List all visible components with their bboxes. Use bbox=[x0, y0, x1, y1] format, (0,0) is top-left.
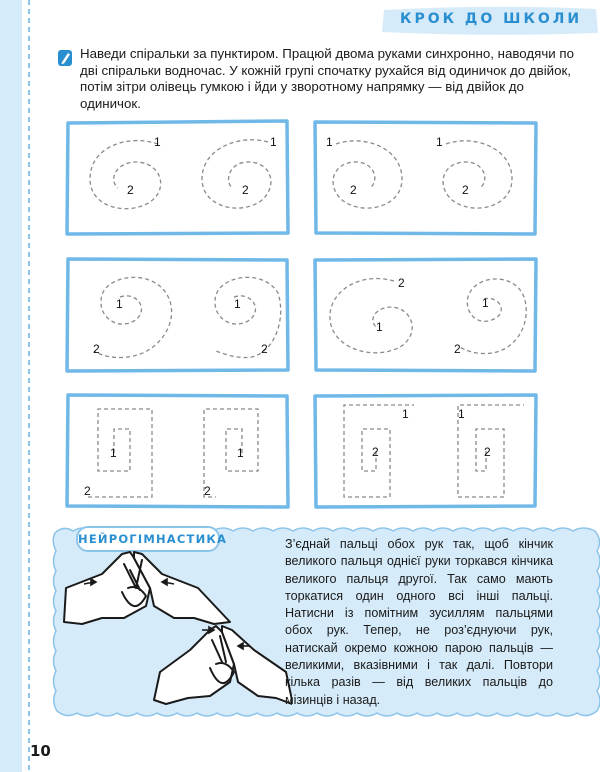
end-label: 2 bbox=[93, 342, 100, 356]
page-edge-decoration bbox=[0, 0, 38, 772]
dashed-spiral[interactable] bbox=[202, 140, 271, 208]
end-label: 2 bbox=[204, 484, 211, 498]
end-label: 2 bbox=[261, 342, 268, 356]
dashed-square-spiral[interactable] bbox=[458, 405, 524, 497]
hands-fingertips-icon bbox=[62, 548, 292, 718]
end-label: 2 bbox=[127, 183, 134, 197]
panel-frame bbox=[314, 393, 537, 508]
panel-frame bbox=[66, 120, 289, 235]
exercise-panel-spirals-b bbox=[314, 120, 537, 235]
dashed-spiral[interactable] bbox=[215, 277, 281, 357]
end-label: 2 bbox=[242, 183, 249, 197]
start-label: 1 bbox=[270, 135, 277, 149]
dashed-square-spiral[interactable] bbox=[204, 409, 258, 497]
exercise-panel-squares-a bbox=[66, 393, 289, 508]
panel-frame bbox=[314, 120, 537, 235]
end-label: 2 bbox=[484, 445, 491, 459]
dashed-spiral[interactable] bbox=[460, 279, 526, 354]
header-title: КРОК ДО ШКОЛИ bbox=[400, 11, 583, 27]
exercise-panel-spirals-a bbox=[66, 120, 289, 235]
panel-frame bbox=[314, 257, 537, 372]
end-label: 2 bbox=[350, 183, 357, 197]
dashed-spiral[interactable] bbox=[90, 141, 161, 209]
start-label: 1 bbox=[234, 297, 241, 311]
instruction-text: Наведи спіральки за пунктиром. Працюй двома руками синхронно, наводячи по дві спіральки водночас. У кожній групі спочатку рухайся від одиничок до двійок, потім зітри олівець гумкою і йди у зворотному напрямку — від двійок до одиничок. bbox=[80, 46, 575, 111]
start-label: 1 bbox=[326, 135, 333, 149]
page-number: 10 bbox=[30, 742, 51, 760]
exercise-panel-spirals-d bbox=[314, 257, 537, 372]
start-label: 1 bbox=[436, 135, 443, 149]
pencil-icon bbox=[58, 48, 74, 68]
end-label: 1 bbox=[376, 320, 383, 334]
section-title-text: НЕЙРОГІМНАСТИКА bbox=[78, 532, 228, 546]
dashed-spiral[interactable] bbox=[333, 141, 402, 208]
start-label: 1 bbox=[402, 407, 409, 421]
end-label: 2 bbox=[462, 183, 469, 197]
dashed-spiral[interactable] bbox=[443, 141, 512, 208]
dashed-square-spiral[interactable] bbox=[86, 409, 152, 497]
panel-frame bbox=[66, 393, 289, 508]
end-label: 2 bbox=[372, 445, 379, 459]
start-label: 1 bbox=[116, 297, 123, 311]
start-label: 1 bbox=[237, 446, 244, 460]
start-label: 1 bbox=[458, 407, 465, 421]
start-label: 1 bbox=[110, 446, 117, 460]
neuro-gymnastics-text: З’єднай пальці обох рук так, щоб кінчик великого пальця однієї руки торкався кінчика великого пальця другої. Так само мають торкатися один одного всі інші пальці. Натисни із помітним зусиллям пальцями обох рук. Тепер, не роз’єднуючи рук, натискай окремо кожною парою пальців — великими, вказівними і так далі. Повтори кілька разів — від великих пальців до мізинців і назад. bbox=[285, 537, 553, 707]
start-label: 1 bbox=[154, 135, 161, 149]
start-label: 1 bbox=[482, 296, 489, 310]
start-label: 2 bbox=[398, 276, 405, 290]
exercise-panel-spirals-c bbox=[66, 257, 289, 372]
exercise-panel-squares-b bbox=[314, 393, 537, 508]
end-label: 2 bbox=[84, 484, 91, 498]
end-label: 2 bbox=[454, 342, 461, 356]
dashed-spiral[interactable] bbox=[94, 277, 172, 357]
